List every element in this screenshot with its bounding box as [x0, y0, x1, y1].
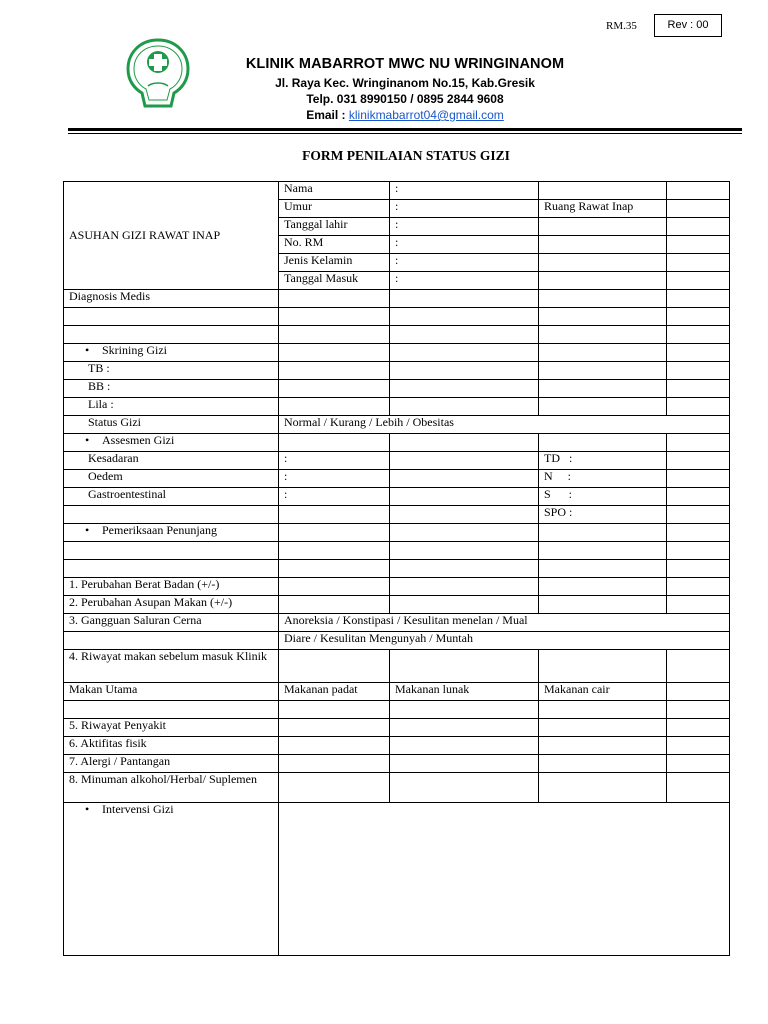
cell-empty[interactable]: [279, 398, 390, 416]
section-intervention: [64, 803, 279, 956]
cell-empty: [667, 236, 730, 254]
label-drinks-supplements: 8. Minuman alkohol/Herbal/ Suplemen: [64, 773, 279, 803]
label-pulse: N :: [539, 470, 667, 488]
label-diagnosis: Diagnosis Medis: [64, 290, 279, 308]
label-age: Umur: [279, 200, 390, 218]
cell-empty[interactable]: [279, 542, 390, 560]
cell-empty[interactable]: [279, 596, 390, 614]
cell-empty[interactable]: [667, 506, 730, 524]
cell-empty[interactable]: [279, 701, 390, 719]
cell-empty[interactable]: [64, 506, 279, 524]
header-rule-thin: [68, 133, 742, 134]
cell-empty[interactable]: [390, 452, 539, 470]
rm-code: RM.35: [606, 20, 637, 32]
cell-empty[interactable]: [279, 524, 390, 542]
cell-empty[interactable]: [667, 755, 730, 773]
cell-empty[interactable]: [279, 308, 390, 326]
cell-empty: [667, 272, 730, 290]
cell-empty[interactable]: [64, 326, 279, 344]
cell-empty[interactable]: [667, 290, 730, 308]
label-main-meal: Makan Utama: [64, 683, 279, 701]
header-rule-thick: [68, 128, 742, 131]
cell-empty[interactable]: [667, 434, 730, 452]
cell-empty[interactable]: [667, 719, 730, 737]
clinic-address: Jl. Raya Kec. Wringinanom No.15, Kab.Gresik: [275, 76, 535, 90]
label-liquid-food: Makanan cair: [539, 683, 667, 701]
value-age[interactable]: :: [390, 200, 539, 218]
label-diet-history: 4. Riwayat makan sebelum masuk Klinik: [64, 650, 279, 683]
label-edema: Oedem: [64, 470, 279, 488]
form-title: FORM PENILAIAN STATUS GIZI: [302, 148, 510, 163]
section-assessment: [64, 434, 279, 452]
cell-empty[interactable]: [390, 470, 539, 488]
cell-empty[interactable]: [64, 701, 279, 719]
cell-empty[interactable]: [279, 719, 390, 737]
label-allergy: 7. Alergi / Pantangan: [64, 755, 279, 773]
cell-empty[interactable]: [667, 773, 730, 803]
cell-empty[interactable]: [390, 308, 539, 326]
cell-empty: [667, 218, 730, 236]
cell-empty[interactable]: [390, 542, 539, 560]
cell-empty: [539, 236, 667, 254]
label-admission-date: Tanggal Masuk: [279, 272, 390, 290]
cell-empty[interactable]: [667, 380, 730, 398]
cell-empty[interactable]: [539, 398, 667, 416]
cell-empty[interactable]: [390, 755, 539, 773]
cell-empty[interactable]: [539, 773, 667, 803]
cell-empty[interactable]: [390, 737, 539, 755]
cell-empty[interactable]: [667, 542, 730, 560]
cell-empty[interactable]: [390, 773, 539, 803]
cell-empty[interactable]: [667, 737, 730, 755]
intervention-notes[interactable]: [279, 803, 730, 956]
value-consciousness[interactable]: :: [279, 452, 390, 470]
cell-empty[interactable]: [539, 737, 667, 755]
revision-box: Rev : 00: [654, 14, 722, 37]
cell-empty[interactable]: [667, 344, 730, 362]
cell-empty[interactable]: [390, 488, 539, 506]
cell-empty[interactable]: [539, 344, 667, 362]
cell-empty[interactable]: [667, 362, 730, 380]
cell-empty[interactable]: [390, 290, 539, 308]
section-screening: [64, 344, 279, 362]
cell-empty[interactable]: [667, 650, 730, 683]
cell-empty[interactable]: [667, 596, 730, 614]
cell-empty[interactable]: [667, 701, 730, 719]
cell-empty[interactable]: [539, 434, 667, 452]
nutrition-status-form: [63, 181, 730, 956]
section-title-inpatient: ASUHAN GIZI RAWAT INAP: [64, 182, 279, 290]
cell-empty[interactable]: [390, 398, 539, 416]
cell-empty[interactable]: [64, 632, 279, 650]
label-name: Nama: [279, 182, 390, 200]
cell-empty: [667, 182, 730, 200]
intervention-title: Intervensi Gizi: [102, 802, 174, 816]
label-consciousness: Kesadaran: [64, 452, 279, 470]
bullet-icon: •: [85, 343, 90, 357]
cell-empty[interactable]: [279, 578, 390, 596]
cell-empty[interactable]: [539, 308, 667, 326]
cell-empty[interactable]: [539, 650, 667, 683]
cell-empty[interactable]: [390, 524, 539, 542]
value-gastrointestinal[interactable]: :: [279, 488, 390, 506]
label-soft-food: Makanan lunak: [390, 683, 539, 701]
cell-empty[interactable]: [279, 737, 390, 755]
cell-empty[interactable]: [539, 701, 667, 719]
bullet-icon: •: [85, 433, 90, 447]
cell-empty[interactable]: [279, 755, 390, 773]
label-temperature: S :: [539, 488, 667, 506]
value-birth-date[interactable]: :: [390, 218, 539, 236]
cell-empty[interactable]: [390, 344, 539, 362]
value-gender[interactable]: :: [390, 254, 539, 272]
cell-empty[interactable]: [667, 560, 730, 578]
label-gender: Jenis Kelamin: [279, 254, 390, 272]
cell-empty: [539, 272, 667, 290]
cell-empty[interactable]: [279, 344, 390, 362]
cell-empty[interactable]: [667, 326, 730, 344]
cell-empty[interactable]: [64, 308, 279, 326]
label-gastrointestinal: Gastroentestinal: [64, 488, 279, 506]
bullet-icon: •: [85, 802, 90, 816]
email-label: Email :: [306, 108, 349, 122]
label-physical-activity: 6. Aktifitas fisik: [64, 737, 279, 755]
cell-empty[interactable]: [279, 650, 390, 683]
cell-empty[interactable]: [539, 596, 667, 614]
label-intake-change: 2. Perubahan Asupan Makan (+/-): [64, 596, 279, 614]
cell-empty[interactable]: [539, 290, 667, 308]
cell-empty[interactable]: [279, 362, 390, 380]
cell-empty[interactable]: [390, 650, 539, 683]
cell-empty[interactable]: [279, 773, 390, 803]
cell-empty[interactable]: [667, 470, 730, 488]
label-birth-date: Tanggal lahir: [279, 218, 390, 236]
cell-empty[interactable]: [390, 506, 539, 524]
cell-empty[interactable]: [390, 578, 539, 596]
cell-empty[interactable]: [279, 560, 390, 578]
cell-empty[interactable]: [539, 362, 667, 380]
cell-empty: [539, 218, 667, 236]
value-admission-date[interactable]: :: [390, 272, 539, 290]
label-height: TB :: [64, 362, 279, 380]
label-medical-record: No. RM: [279, 236, 390, 254]
cell-empty[interactable]: [64, 560, 279, 578]
clinic-logo: [126, 38, 190, 110]
cell-empty[interactable]: [667, 452, 730, 470]
cell-empty[interactable]: [667, 308, 730, 326]
cell-empty[interactable]: [390, 434, 539, 452]
cell-empty: [539, 182, 667, 200]
label-gi-disorder: 3. Gangguan Saluran Cerna: [64, 614, 279, 632]
cell-empty[interactable]: [539, 755, 667, 773]
cell-empty[interactable]: [539, 326, 667, 344]
cell-empty: [667, 254, 730, 272]
cell-empty[interactable]: [279, 506, 390, 524]
cell-empty[interactable]: [667, 683, 730, 701]
email-link[interactable]: klinikmabarrot04@gmail.com: [348, 108, 504, 122]
support-exam-title: Pemeriksaan Penunjang: [102, 523, 217, 537]
value-edema[interactable]: :: [279, 470, 390, 488]
cell-empty[interactable]: [539, 380, 667, 398]
value-medical-record[interactable]: :: [390, 236, 539, 254]
cell-empty[interactable]: [279, 326, 390, 344]
cell-empty[interactable]: [390, 596, 539, 614]
cell-empty[interactable]: [390, 560, 539, 578]
section-support-exam: [64, 524, 279, 542]
cell-empty[interactable]: [390, 326, 539, 344]
bullet-icon: •: [85, 523, 90, 537]
screening-title: Skrining Gizi: [102, 343, 167, 357]
clinic-phone: Telp. 031 8990150 / 0895 2844 9608: [306, 92, 504, 106]
cell-empty[interactable]: [390, 701, 539, 719]
label-nutrition-status: Status Gizi: [64, 416, 279, 434]
cell-empty[interactable]: [539, 524, 667, 542]
nutrition-status-options[interactable]: Normal / Kurang / Lebih / Obesitas: [279, 416, 730, 434]
cell-empty: [539, 254, 667, 272]
label-blood-pressure: TD :: [539, 452, 667, 470]
gi-options-2[interactable]: Diare / Kesulitan Mengunyah / Muntah: [279, 632, 730, 650]
label-disease-history: 5. Riwayat Penyakit: [64, 719, 279, 737]
cell-empty[interactable]: [390, 380, 539, 398]
cell-empty[interactable]: [64, 542, 279, 560]
cell-empty[interactable]: [539, 578, 667, 596]
cell-empty[interactable]: [667, 524, 730, 542]
clinic-name: KLINIK MABARROT MWC NU WRINGINANOM: [245, 56, 565, 72]
cell-empty[interactable]: [390, 362, 539, 380]
cell-empty[interactable]: [667, 578, 730, 596]
label-weight-change: 1. Perubahan Berat Badan (+/-): [64, 578, 279, 596]
label-ward: Ruang Rawat Inap: [539, 200, 667, 218]
cell-empty[interactable]: [667, 398, 730, 416]
cell-empty[interactable]: [539, 542, 667, 560]
cell-empty[interactable]: [539, 560, 667, 578]
cell-empty[interactable]: [390, 719, 539, 737]
label-lila: Lila :: [64, 398, 279, 416]
value-ward[interactable]: [667, 200, 730, 218]
cell-empty[interactable]: [539, 719, 667, 737]
label-weight: BB :: [64, 380, 279, 398]
gi-options-1[interactable]: Anoreksia / Konstipasi / Kesulitan menelan / Mual: [279, 614, 730, 632]
cell-empty[interactable]: [667, 488, 730, 506]
cell-empty[interactable]: [279, 380, 390, 398]
value-name[interactable]: :: [390, 182, 539, 200]
label-spo2: SPO :: [539, 506, 667, 524]
label-solid-food: Makanan padat: [279, 683, 390, 701]
cell-empty[interactable]: [279, 434, 390, 452]
assessment-title: Assesmen Gizi: [102, 433, 175, 447]
cell-empty[interactable]: [279, 290, 390, 308]
clinic-email-line: [200, 108, 610, 122]
